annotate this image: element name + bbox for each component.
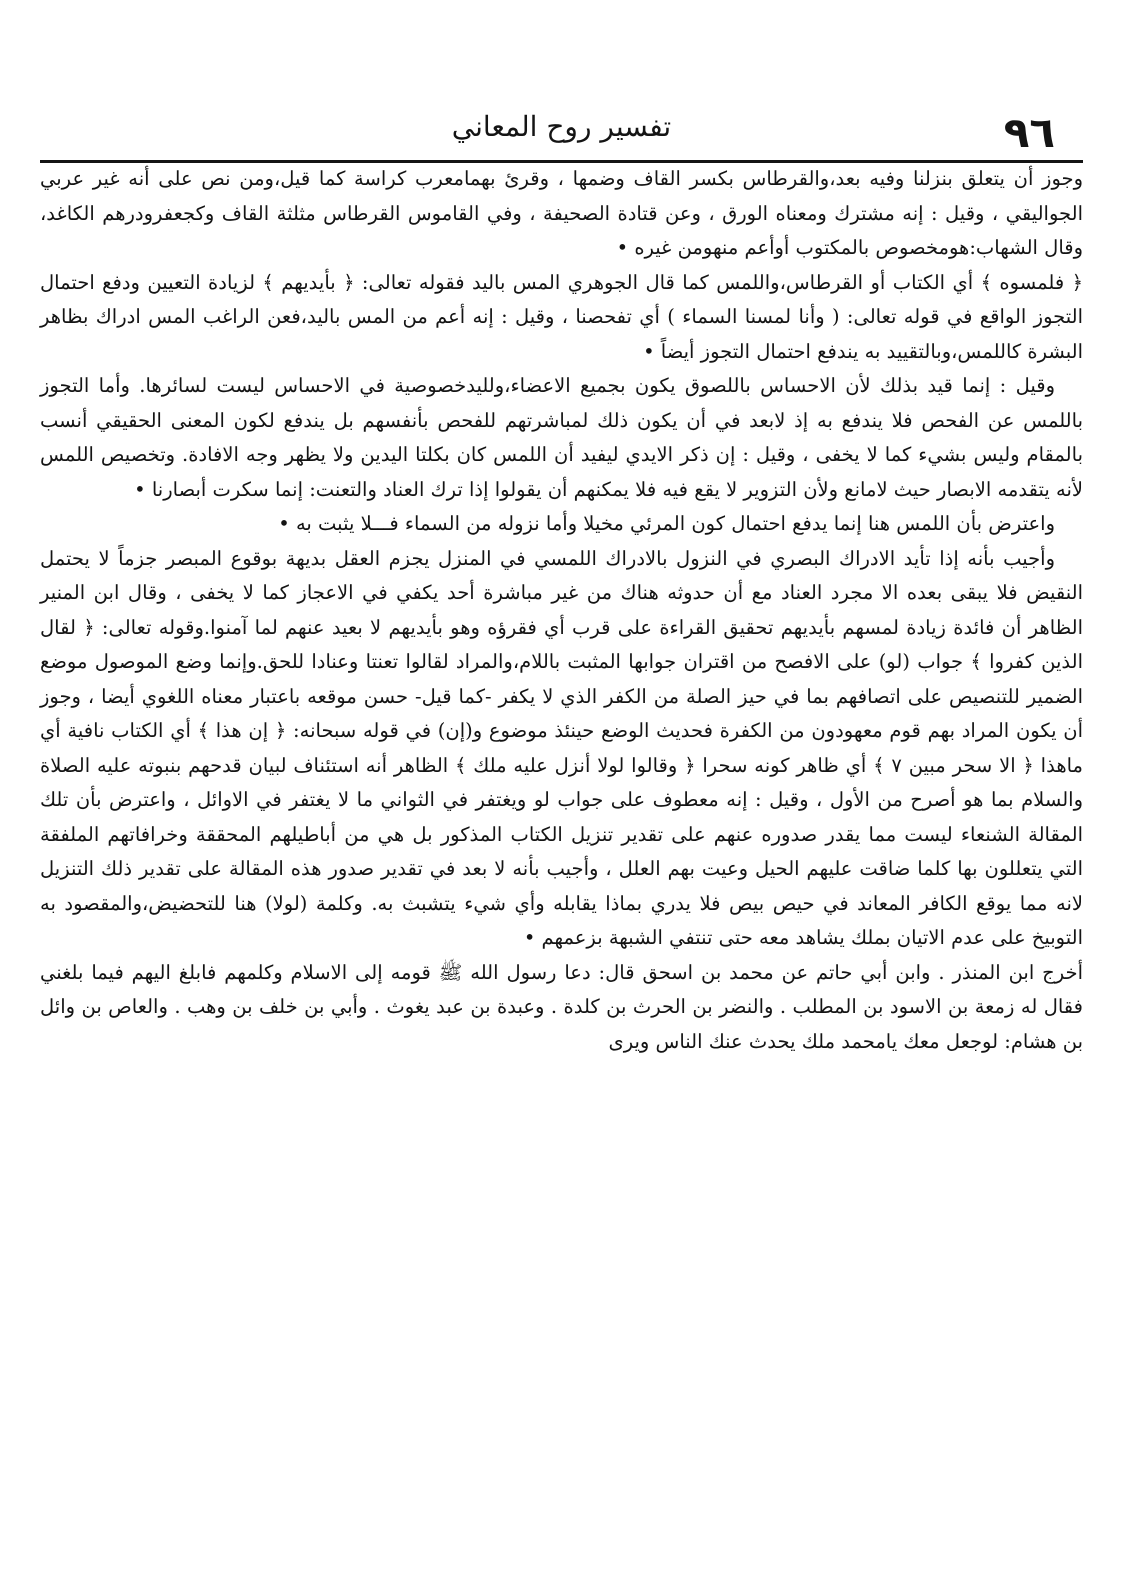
paragraph: أخرج ابن المنذر . وابن أبي حاتم عن محمد بن اسحق قال: دعا رسول الله ﷺ قومه إلى الاسلام وكلمهم فابلغ اليهم فيما بلغني فقال له زمعة بن الاسود بن المطلب . والنضر بن الحرث بن كلدة . وعبدة بن عبد يغوث . وأبي بن خلف بن وهب . والعاص بن وائل بن هشام: لوجعل معك يامحمد ملك يحدث عنك الناس ويرى [40,960,1083,1053]
running-title: تفسير روح المعاني [451,110,672,143]
page-number: ٩٦ [1003,108,1055,157]
paragraph: وجوز أن يتعلق بنزلنا وفيه بعد،والقرطاس بكسر القاف وضمها ، وقرئ بهمامعرب كراسة كما قيل،ومن نص على أنه غير عربي الجواليقي ، وقيل : إنه مشترك ومعناه الورق ، وعن قتادة الصحيفة ، وفي القاموس القرطاس مثلثة القاف وكجعفرودرهم الكاغد، وقال الشهاب:هومخصوص بالمكتوب أوأعم منهومن غيره • [40,167,1083,259]
body-text [40,162,1083,1059]
page-header [40,100,1083,163]
paragraph: واعترض بأن اللمس هنا إنما يدفع احتمال كون المرئي مخيلا وأما نزوله من السماء فـــلا يثبت به • [278,512,1055,535]
paragraph: ﴿ فلمسوه ﴾ أي الكتاب أو القرطاس،واللمس كما قال الجوهري المس باليد فقوله تعالى: ﴿ بأيديهم ﴾ لزيادة التعيين ودفع احتمال التجوز الواقع في قوله تعالى: ( وأنا لمسنا السماء ) أي تفحصنا ، وقيل : إنه أعم من المس باليد،فعن الراغب المس ادراك بظاهر البشرة كاللمس،وبالتقييد به يندفع احتمال التجوز أيضاً • [40,270,1083,363]
paragraph: وقيل : إنما قيد بذلك لأن الاحساس باللصوق يكون بجميع الاعضاء،ولليدخصوصية في الاحساس ليست لسائرها. وأما التجوز باللمس عن الفحص فلا يندفع به إذ لابعد في أن يكون ذلك لمباشرتهم للفحص بأنفسهم بل يندفع لكون المعنى الحقيقي أنسب بالمقام وليس بشيء كما لا يخفى ، وقيل : إن ذكر الايدي ليفيد أن اللمس كان بكلتا اليدين ولا يظهر وجه الافادة. وتخصيص اللمس لأنه يتقدمه الابصار حيث لامانع ولأن التزوير لا يقع فيه فلا يمكنهم أن يقولوا إذا ترك العناد والتعنت: إنما سكرت أبصارنا • [40,374,1083,501]
paragraph: وأجيب بأنه إذا تأيد الادراك البصري في النزول بالادراك اللمسي في المنزل يجزم العقل بديهة بوقوع المبصر جزماً لا يحتمل النقيض فلا يبقى بعده الا مجرد العناد مع أن حدوثه هناك من غير مباشرة أحد يكفي في الاعجاز كما لا يخفى ، وقال ابن المنير الظاهر أن فائدة زيادة لمسهم بأيديهم تحقيق القراءة على قرب أي فقرؤه وهو بأيديهم لا بعيد عنهم لما آمنوا.وقوله تعالى: ﴿ لقال الذين كفروا ﴾ جواب (لو) على الافصح من اقتران جوابها المثبت باللام،والمراد لقالوا تعنتا وعنادا للحق.وإنما وضع الموصول موضع الضمير للتنصيص على اتصافهم بما في حيز الصلة من الكفر الذي لا يكفر -كما قيل- حسن موقعه باعتبار معناه اللغوي أيضا ، وجوز أن يكون المراد بهم قوم معهودون من الكفرة فحديث الوضع حينئذ موضوع و(إن) في قوله سبحانه: ﴿ إن هذا ﴾ أي الكتاب نافية أي ماهذا ﴿ الا سحر مبين ٧ ﴾ أي ظاهر كونه سحرا ﴿ وقالوا لولا أنزل عليه ملك ﴾ الظاهر أنه استئناف لبيان قدحهم بنبوته عليه الصلاة والسلام بما هو أصرح من الأول ، وقيل : إنه معطوف على جواب لو ويغتفر في الثواني ما لا يغتفر في الاوائل ، واعترض بأن تلك المقالة الشنعاء ليست مما يقدر صدوره عنهم على تقدير تنزيل الكتاب المذكور بل هي من أباطيلهم المحققة وخرافاتهم الملفقة التي يتعللون بها كلما ضاقت عليهم الحيل وعيت بهم العلل ، وأجيب بأنه لا بعد في تقدير صدور هذه المقالة على تقدير ذلك التنزيل لانه مما يوقع الكافر المعاند في حيص بيص فلا يدري بماذا يقابله وأي شيء يتشبث به. وكلمة (لولا) هنا للتحضيض،والمقصود به التوبيخ على عدم الاتيان بملك يشاهد معه حتى تنتفي الشبهة بزعمهم • [40,546,1083,949]
